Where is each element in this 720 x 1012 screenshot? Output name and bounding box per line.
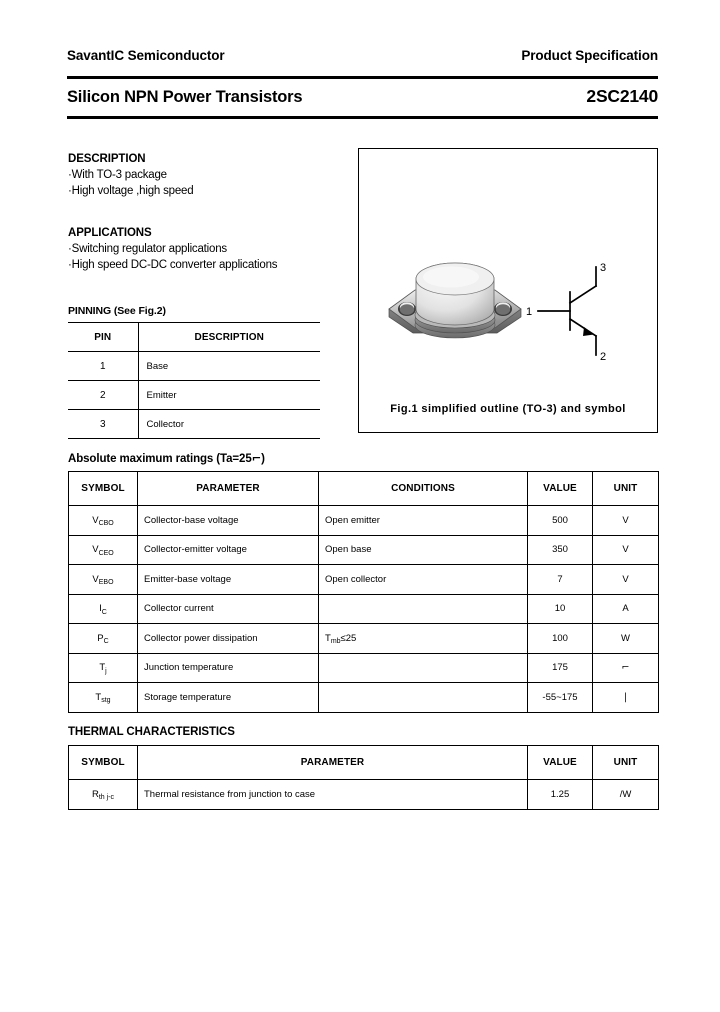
table-row [69,565,659,595]
document-type: Product Specification [521,48,658,63]
col-symbol: SYMBOL [69,746,138,780]
absolute-ratings-title [68,451,265,465]
table-row [69,683,659,713]
rating-symbol: $I_C$ [69,594,138,624]
rating-conditions [319,653,528,683]
absolute-ratings-table [68,471,659,713]
table-header-row [68,323,320,352]
table-row [68,352,320,381]
rating-value: 100 [528,624,593,654]
degree-celsius-glyph: ⌐ [251,451,262,465]
rating-conditions: $T_{mb}\le 25$ [319,624,528,654]
symbol-label-collector: 3 [600,262,607,274]
description-section [68,153,348,197]
pin-description: Emitter [138,381,320,410]
rating-parameter: Collector-emitter voltage [138,535,319,565]
table-header-row [69,472,659,506]
page-header [67,48,658,63]
symbol-label-emitter: 2 [600,351,607,363]
table-row [68,410,320,439]
rating-conditions [319,683,528,713]
thermal-characteristics-title: THERMAL CHARACTERISTICS [68,726,235,738]
thermal-parameter: Thermal resistance from junction to case [138,780,528,810]
rating-parameter: Collector power dissipation [138,624,319,654]
thermal-value: 1.25 [528,780,593,810]
pinning-title: PINNING (See Fig.2) [68,305,166,317]
rating-value: -55~175 [528,683,593,713]
pin-number: 2 [68,381,138,410]
rating-parameter: Junction temperature [138,653,319,683]
pin-description: Collector [138,410,320,439]
table-header-row [69,746,659,780]
rating-symbol: $T_{stg}$ [69,683,138,713]
description-item: ·With TO-3 package [68,169,167,181]
table-row [69,535,659,565]
table-row [69,624,659,654]
absolute-ratings-title-suffix: ) [261,453,265,465]
npn-transistor-symbol [524,259,634,364]
description-item: ·High voltage ,high speed [68,185,194,197]
title-row [67,86,658,107]
absolute-ratings-title-text: Absolute maximum ratings (Ta=25 [68,453,252,465]
to3-package-photo [385,257,525,365]
company-name: SavantIC Semiconductor [67,48,225,63]
pin-number: 3 [68,410,138,439]
rating-unit: V [593,565,659,595]
pinning-table [68,322,320,439]
figure-panel [358,148,658,433]
col-parameter: PARAMETER [138,746,528,780]
header-rule-bottom [67,116,658,119]
rating-value: 500 [528,506,593,536]
col-value: VALUE [528,472,593,506]
rating-conditions: Open emitter [319,506,528,536]
rating-parameter: Emitter-base voltage [138,565,319,595]
thermal-symbol: $R_{th j-c}$ [69,780,138,810]
thermal-characteristics-table [68,745,659,810]
table-row [69,653,659,683]
table-row [69,506,659,536]
table-row [68,381,320,410]
col-conditions: CONDITIONS [319,472,528,506]
col-unit: UNIT [593,472,659,506]
rating-value: 7 [528,565,593,595]
product-title: Silicon NPN Power Transistors [67,88,303,106]
rating-value: 350 [528,535,593,565]
applications-item: ·High speed DC-DC converter applications [68,259,278,271]
rating-parameter: Storage temperature [138,683,319,713]
rating-parameter: Collector current [138,594,319,624]
col-parameter: PARAMETER [138,472,319,506]
rating-conditions: Open collector [319,565,528,595]
col-value: VALUE [528,746,593,780]
rating-conditions [319,594,528,624]
rating-conditions: Open base [319,535,528,565]
rating-value: 175 [528,653,593,683]
applications-section [68,227,353,271]
rating-symbol: $V_{EBO}$ [69,565,138,595]
rating-unit: | [593,683,659,713]
pinning-section [68,305,320,439]
pinning-col-description: DESCRIPTION [138,323,320,352]
rating-parameter: Collector-base voltage [138,506,319,536]
table-row [69,780,659,810]
table-row [69,594,659,624]
header-rule-top [67,76,658,79]
part-number: 2SC2140 [586,86,658,106]
col-unit: UNIT [593,746,659,780]
rating-unit: W [593,624,659,654]
rating-unit: V [593,506,659,536]
pinning-col-pin: PIN [68,323,138,352]
description-heading: DESCRIPTION [68,153,146,165]
applications-item: ·Switching regulator applications [68,243,227,255]
rating-symbol: $P_C$ [69,624,138,654]
col-symbol: SYMBOL [69,472,138,506]
pin-description: Base [138,352,320,381]
pin-number: 1 [68,352,138,381]
rating-value: 10 [528,594,593,624]
rating-unit: ⌐ [593,653,659,683]
applications-heading: APPLICATIONS [68,227,152,239]
rating-unit: V [593,535,659,565]
rating-symbol: $T_j$ [69,653,138,683]
rating-symbol: $V_{CEO}$ [69,535,138,565]
symbol-label-base: 1 [526,306,533,318]
rating-unit: A [593,594,659,624]
figure-caption: Fig.1 simplified outline (TO-3) and symbol [390,403,626,415]
thermal-unit: /W [593,780,659,810]
rating-symbol: $V_{CBO}$ [69,506,138,536]
